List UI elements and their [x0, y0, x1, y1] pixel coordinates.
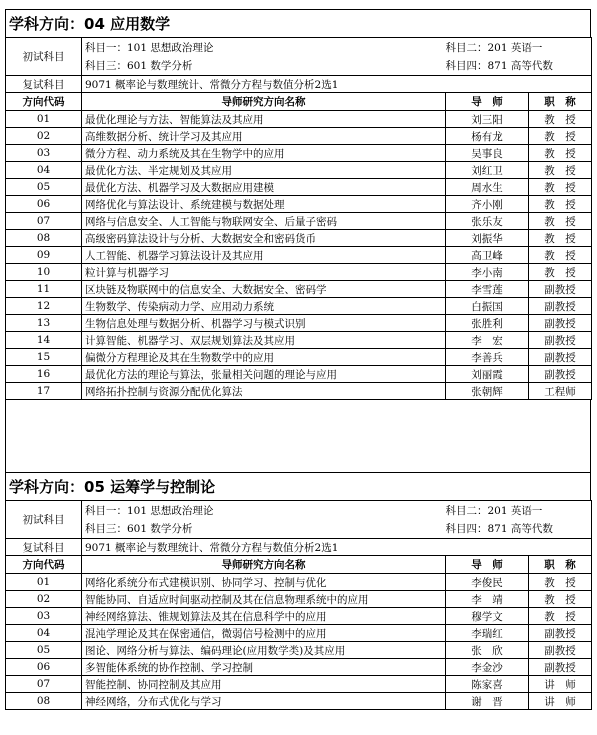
research-direction: 微分方程、动力系统及其在生物学中的应用 [82, 145, 446, 162]
header-advisor: 导 师 [446, 556, 529, 574]
research-direction: 最优化方法、机器学习及大数据应用建模 [82, 179, 446, 196]
subject-three: 科目三：601 数学分析 [82, 57, 446, 76]
table-row [6, 608, 592, 625]
advisor-name: 李俊民 [446, 574, 529, 591]
table-row [6, 574, 592, 591]
advisor-name: 李雪莲 [446, 281, 529, 298]
discipline-section-04 [5, 9, 591, 400]
table-row [6, 642, 592, 659]
advisor-name: 张乐友 [446, 213, 529, 230]
table-row [6, 162, 592, 179]
direction-code: 17 [6, 383, 82, 400]
advisor-name: 李小南 [446, 264, 529, 281]
direction-code: 11 [6, 281, 82, 298]
direction-code: 06 [6, 196, 82, 213]
academic-title: 讲 师 [529, 693, 592, 710]
table-row [6, 366, 592, 383]
research-direction: 网络化系统分布式建模识别、协同学习、控制与优化 [82, 574, 446, 591]
direction-code: 15 [6, 349, 82, 366]
advisor-name: 李金沙 [446, 659, 529, 676]
academic-title: 副教授 [529, 366, 592, 383]
retest-value: 9071 概率论与数理统计、常微分方程与数值分析2选1 [82, 76, 592, 93]
table-row [6, 625, 592, 642]
direction-code: 01 [6, 111, 82, 128]
table-row [6, 659, 592, 676]
academic-title: 教 授 [529, 213, 592, 230]
direction-code: 14 [6, 332, 82, 349]
section-gap [5, 400, 591, 472]
research-direction: 混沌学理论及其在保密通信，微弱信号检测中的应用 [82, 625, 446, 642]
direction-code: 09 [6, 247, 82, 264]
table-row [6, 349, 592, 366]
direction-code: 12 [6, 298, 82, 315]
advisor-name: 吴事良 [446, 145, 529, 162]
research-direction: 网络优化与算法设计、系统建模与数据处理 [82, 196, 446, 213]
table-row [6, 281, 592, 298]
subject-four: 科目四：871 高等代数 [446, 57, 592, 76]
academic-title: 教 授 [529, 608, 592, 625]
header-title: 职 称 [529, 93, 592, 111]
table-row [6, 315, 592, 332]
research-direction: 最优化方法的理论与算法，张量相关问题的理论与应用 [82, 366, 446, 383]
advisor-name: 张朝辉 [446, 383, 529, 400]
direction-code: 03 [6, 608, 82, 625]
direction-code: 10 [6, 264, 82, 281]
retest-row [6, 76, 592, 93]
table-row [6, 591, 592, 608]
academic-title: 教 授 [529, 247, 592, 264]
table-row [6, 145, 592, 162]
direction-code: 04 [6, 625, 82, 642]
academic-title: 教 授 [529, 230, 592, 247]
advisor-name: 刘三阳 [446, 111, 529, 128]
direction-code: 02 [6, 128, 82, 145]
table-row [6, 230, 592, 247]
header-title: 职 称 [529, 556, 592, 574]
research-direction: 粒计算与机器学习 [82, 264, 446, 281]
academic-title: 工程师 [529, 383, 592, 400]
advisor-name: 张胜利 [446, 315, 529, 332]
course-table [5, 37, 592, 400]
header-research-direction: 导师研究方向名称 [82, 556, 446, 574]
research-direction: 网络与信息安全、人工智能与物联网安全、后量子密码 [82, 213, 446, 230]
table-row [6, 179, 592, 196]
advisor-name: 白振国 [446, 298, 529, 315]
subject-one: 科目一：101 思想政治理论 [82, 38, 446, 57]
advisor-name: 李善兵 [446, 349, 529, 366]
research-direction: 计算智能、机器学习、双层规划算法及其应用 [82, 332, 446, 349]
initial-subjects-row [6, 38, 592, 57]
advisor-name: 高卫峰 [446, 247, 529, 264]
research-direction: 多智能体系统的协作控制、学习控制 [82, 659, 446, 676]
header-direction-code: 方向代码 [6, 556, 82, 574]
research-direction: 生物数学、传染病动力学、应用动力系统 [82, 298, 446, 315]
research-direction: 智能协同、自适应时间驱动控制及其在信息物理系统中的应用 [82, 591, 446, 608]
header-research-direction: 导师研究方向名称 [82, 93, 446, 111]
research-direction: 最优化理论与方法、智能算法及其应用 [82, 111, 446, 128]
research-direction: 区块链及物联网中的信息安全、大数据安全、密码学 [82, 281, 446, 298]
table-row [6, 332, 592, 349]
academic-title: 副教授 [529, 315, 592, 332]
research-direction: 智能控制、协同控制及其应用 [82, 676, 446, 693]
advisor-name: 谢 晋 [446, 693, 529, 710]
direction-code: 08 [6, 230, 82, 247]
direction-code: 08 [6, 693, 82, 710]
advisor-name: 张 欣 [446, 642, 529, 659]
academic-title: 教 授 [529, 111, 592, 128]
academic-title: 副教授 [529, 281, 592, 298]
initial-subjects-row [6, 501, 592, 520]
subject-four: 科目四：871 高等代数 [446, 520, 592, 539]
direction-code: 03 [6, 145, 82, 162]
initial-subjects-label: 初试科目 [6, 38, 82, 76]
advisor-name: 李瑞红 [446, 625, 529, 642]
academic-title: 副教授 [529, 298, 592, 315]
retest-label: 复试科目 [6, 539, 82, 556]
advisor-name: 杨有龙 [446, 128, 529, 145]
table-header-row [6, 556, 592, 574]
advisor-name: 穆学文 [446, 608, 529, 625]
table-row [6, 111, 592, 128]
advisor-name: 周水生 [446, 179, 529, 196]
academic-title: 副教授 [529, 349, 592, 366]
direction-code: 01 [6, 574, 82, 591]
direction-code: 02 [6, 591, 82, 608]
research-direction: 网络拓扑控制与资源分配优化算法 [82, 383, 446, 400]
direction-code: 16 [6, 366, 82, 383]
direction-code: 05 [6, 179, 82, 196]
advisor-name: 李 靖 [446, 591, 529, 608]
discipline-section-05 [5, 472, 591, 710]
table-row [6, 247, 592, 264]
academic-title: 讲 师 [529, 676, 592, 693]
academic-title: 教 授 [529, 196, 592, 213]
header-advisor: 导 师 [446, 93, 529, 111]
academic-title: 教 授 [529, 145, 592, 162]
academic-title: 副教授 [529, 659, 592, 676]
direction-code: 07 [6, 213, 82, 230]
subject-three: 科目三：601 数学分析 [82, 520, 446, 539]
advisor-name: 刘红卫 [446, 162, 529, 179]
research-direction: 图论、网络分析与算法、编码理论(应用数学类)及其应用 [82, 642, 446, 659]
subject-two: 科目二：201 英语一 [446, 38, 592, 57]
advisor-name: 刘丽霞 [446, 366, 529, 383]
initial-subjects-label: 初试科目 [6, 501, 82, 539]
academic-title: 副教授 [529, 625, 592, 642]
academic-title: 教 授 [529, 179, 592, 196]
initial-subjects-row [6, 57, 592, 76]
section-title: 学科方向：05 运筹学与控制论 [5, 472, 591, 500]
direction-code: 07 [6, 676, 82, 693]
retest-label: 复试科目 [6, 76, 82, 93]
table-row [6, 128, 592, 145]
section-title: 学科方向：04 应用数学 [5, 9, 591, 37]
initial-subjects-row [6, 520, 592, 539]
table-header-row [6, 93, 592, 111]
table-row [6, 676, 592, 693]
academic-title: 副教授 [529, 332, 592, 349]
academic-title: 教 授 [529, 128, 592, 145]
direction-code: 05 [6, 642, 82, 659]
direction-code: 04 [6, 162, 82, 179]
table-row [6, 383, 592, 400]
table-row [6, 196, 592, 213]
course-table [5, 500, 592, 710]
retest-value: 9071 概率论与数理统计、常微分方程与数值分析2选1 [82, 539, 592, 556]
research-direction: 神经网络，分布式优化与学习 [82, 693, 446, 710]
table-row [6, 298, 592, 315]
academic-title: 副教授 [529, 642, 592, 659]
academic-title: 教 授 [529, 591, 592, 608]
advisor-name: 齐小刚 [446, 196, 529, 213]
advisor-name: 陈家喜 [446, 676, 529, 693]
research-direction: 偏微分方程理论及其在生物数学中的应用 [82, 349, 446, 366]
subject-two: 科目二：201 英语一 [446, 501, 592, 520]
research-direction: 人工智能、机器学习算法设计及其应用 [82, 247, 446, 264]
research-direction: 高级密码算法设计与分析、大数据安全和密码货币 [82, 230, 446, 247]
table-row [6, 693, 592, 710]
research-direction: 生物信息处理与数据分析、机器学习与模式识别 [82, 315, 446, 332]
research-direction: 神经网络算法、锥规划算法及其在信息科学中的应用 [82, 608, 446, 625]
direction-code: 06 [6, 659, 82, 676]
research-direction: 最优化方法、半定规划及其应用 [82, 162, 446, 179]
advisor-name: 刘振华 [446, 230, 529, 247]
academic-title: 教 授 [529, 574, 592, 591]
table-row [6, 213, 592, 230]
header-direction-code: 方向代码 [6, 93, 82, 111]
subject-one: 科目一：101 思想政治理论 [82, 501, 446, 520]
direction-code: 13 [6, 315, 82, 332]
advisor-name: 李 宏 [446, 332, 529, 349]
retest-row [6, 539, 592, 556]
academic-title: 教 授 [529, 162, 592, 179]
academic-title: 教 授 [529, 264, 592, 281]
table-row [6, 264, 592, 281]
research-direction: 高维数据分析、统计学习及其应用 [82, 128, 446, 145]
